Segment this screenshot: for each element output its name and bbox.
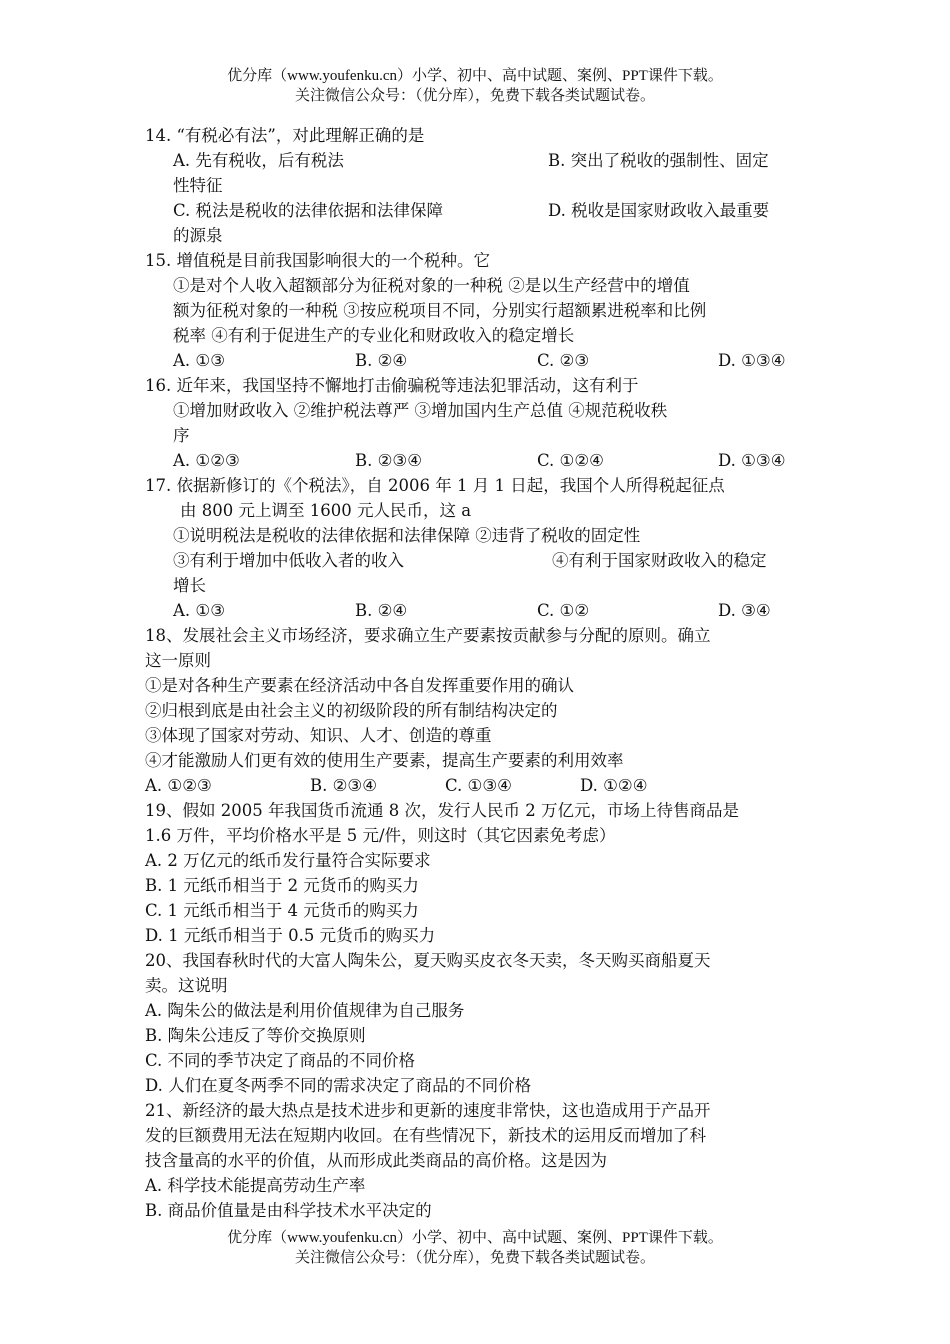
- q21-stem-3: 技含量高的水平的价值，从而形成此类商品的高价格。这是因为: [145, 1151, 607, 1170]
- q14-option-d: D. 税收是国家财政收入最重要: [548, 201, 770, 220]
- header-line-2: 关注微信公众号：（优分库），免费下载各类试题试卷。: [294, 88, 655, 104]
- q18-line-3: ③体现了国家对劳动、知识、人才、创造的尊重: [145, 726, 492, 745]
- q15-line-2: 额为征税对象的一种税 ③按应税项目不同，分别实行超额累进税率和比例: [173, 301, 707, 320]
- page-footer: [0, 1228, 950, 1268]
- q21-option-b: B. 商品价值量是由科学技术水平决定的: [145, 1201, 432, 1220]
- q15-option-b: B. ②④: [355, 351, 408, 370]
- q19-option-a: A. 2 万亿元的纸币发行量符合实际要求: [145, 851, 431, 870]
- q18-line-1: ①是对各种生产要素在经济活动中各自发挥重要作用的确认: [145, 676, 574, 695]
- q19-option-d: D. 1 元纸币相当于 0.5 元货币的购买力: [145, 926, 436, 945]
- q17-option-a: A. ①③: [173, 601, 225, 620]
- q15-option-c: C. ②③: [537, 351, 590, 370]
- q19-option-b: B. 1 元纸币相当于 2 元货币的购买力: [145, 876, 419, 895]
- q20-stem: 20、我国春秋时代的大富人陶朱公，夏天购买皮衣冬天卖，冬天购买商船夏天: [145, 951, 711, 970]
- q15-option-a: A. ①③: [173, 351, 225, 370]
- q15-line-1: ①是对个人收入超额部分为征税对象的一种税 ②是以生产经营中的增值: [173, 276, 690, 295]
- q17-line-3: 增长: [173, 576, 206, 595]
- q21-stem: 21、新经济的最大热点是技术进步和更新的速度非常快，这也造成用于产品开: [145, 1101, 711, 1120]
- q16-option-b: B. ②③④: [355, 451, 422, 470]
- q17-line-2a: ③有利于增加中低收入者的收入: [173, 551, 404, 570]
- q17-stem: 17. 依据新修订的《个税法》，自 2006 年 1 月 1 日起，我国个人所得税起征点: [145, 476, 725, 495]
- q21-option-a: A. 科学技术能提高劳动生产率: [145, 1176, 366, 1195]
- q16-stem: 16. 近年来，我国坚持不懈地打击偷骗税等违法犯罪活动，这有利于: [145, 376, 639, 395]
- q16-line-2: 序: [173, 426, 190, 445]
- q14-option-b: B. 突出了税收的强制性、固定: [548, 151, 769, 170]
- page-header: [0, 66, 950, 106]
- q14-option-d-cont: 的源泉: [173, 226, 223, 245]
- q17-line-2b: ④有利于国家财政收入的稳定: [552, 551, 767, 570]
- q17-option-c: C. ①②: [537, 601, 590, 620]
- footer-line-1: 优分库（www.youfenku.cn）小学、初中、高中试题、案例、PPT课件下载。: [227, 1230, 723, 1246]
- q20-option-c: C. 不同的季节决定了商品的不同价格: [145, 1051, 416, 1070]
- q18-line-4: ④才能激励人们更有效的使用生产要素，提高生产要素的利用效率: [145, 751, 624, 770]
- q18-option-a: A. ①②③: [145, 776, 212, 795]
- q15-line-3: 税率 ④有利于促进生产的专业化和财政收入的稳定增长: [173, 326, 575, 345]
- q14-option-b-cont: 性特征: [173, 176, 223, 195]
- q15-option-d: D. ①③④: [718, 351, 786, 370]
- q20-option-a: A. 陶朱公的做法是利用价值规律为自己服务: [145, 1001, 465, 1020]
- q16-line-1: ①增加财政收入 ②维护税法尊严 ③增加国内生产总值 ④规范税收秩: [173, 401, 668, 420]
- q14-option-a: A. 先有税收，后有税法: [173, 151, 344, 170]
- footer-line-2: 关注微信公众号：（优分库），免费下载各类试题试卷。: [294, 1250, 655, 1266]
- q18-stem: 18、发展社会主义市场经济，要求确立生产要素按贡献参与分配的原则。确立: [145, 626, 711, 645]
- q17-option-d: D. ③④: [718, 601, 771, 620]
- q19-stem-2: 1.6 万件，平均价格水平是 5 元/件，则这时（其它因素免考虑）: [145, 826, 616, 845]
- q17-stem-2: 由 800 元上调至 1600 元人民币，这 a: [180, 501, 472, 520]
- q15-stem: 15. 增值税是目前我国影响很大的一个税种。它: [145, 251, 490, 270]
- q18-option-b: B. ②③④: [310, 776, 377, 795]
- q20-stem-2: 卖。这说明: [145, 976, 228, 995]
- q16-option-c: C. ①②④: [537, 451, 604, 470]
- q14-stem: 14. “有税必有法”，对此理解正确的是: [145, 126, 425, 145]
- q16-option-a: A. ①②③: [173, 451, 240, 470]
- header-line-1: 优分库（www.youfenku.cn）小学、初中、高中试题、案例、PPT课件下载。: [227, 68, 723, 84]
- q19-option-c: C. 1 元纸币相当于 4 元货币的购买力: [145, 901, 419, 920]
- q20-option-b: B. 陶朱公违反了等价交换原则: [145, 1026, 366, 1045]
- q18-stem-2: 这一原则: [145, 651, 211, 670]
- q17-line-1: ①说明税法是税收的法律依据和法律保障 ②违背了税收的固定性: [173, 526, 641, 545]
- q20-option-d: D. 人们在夏冬两季不同的需求决定了商品的不同价格: [145, 1076, 532, 1095]
- q14-option-c: C. 税法是税收的法律依据和法律保障: [173, 201, 444, 220]
- q19-stem: 19、假如 2005 年我国货币流通 8 次，发行人民币 2 万亿元，市场上待售商品是: [145, 801, 739, 820]
- q18-option-c: C. ①③④: [445, 776, 512, 795]
- q18-option-d: D. ①②④: [580, 776, 648, 795]
- q21-stem-2: 发的巨额费用无法在短期内收回。在有些情况下，新技术的运用反而增加了科: [145, 1126, 706, 1145]
- q18-line-2: ②归根到底是由社会主义的初级阶段的所有制结构决定的: [145, 701, 558, 720]
- q16-option-d: D. ①③④: [718, 451, 786, 470]
- q17-option-b: B. ②④: [355, 601, 408, 620]
